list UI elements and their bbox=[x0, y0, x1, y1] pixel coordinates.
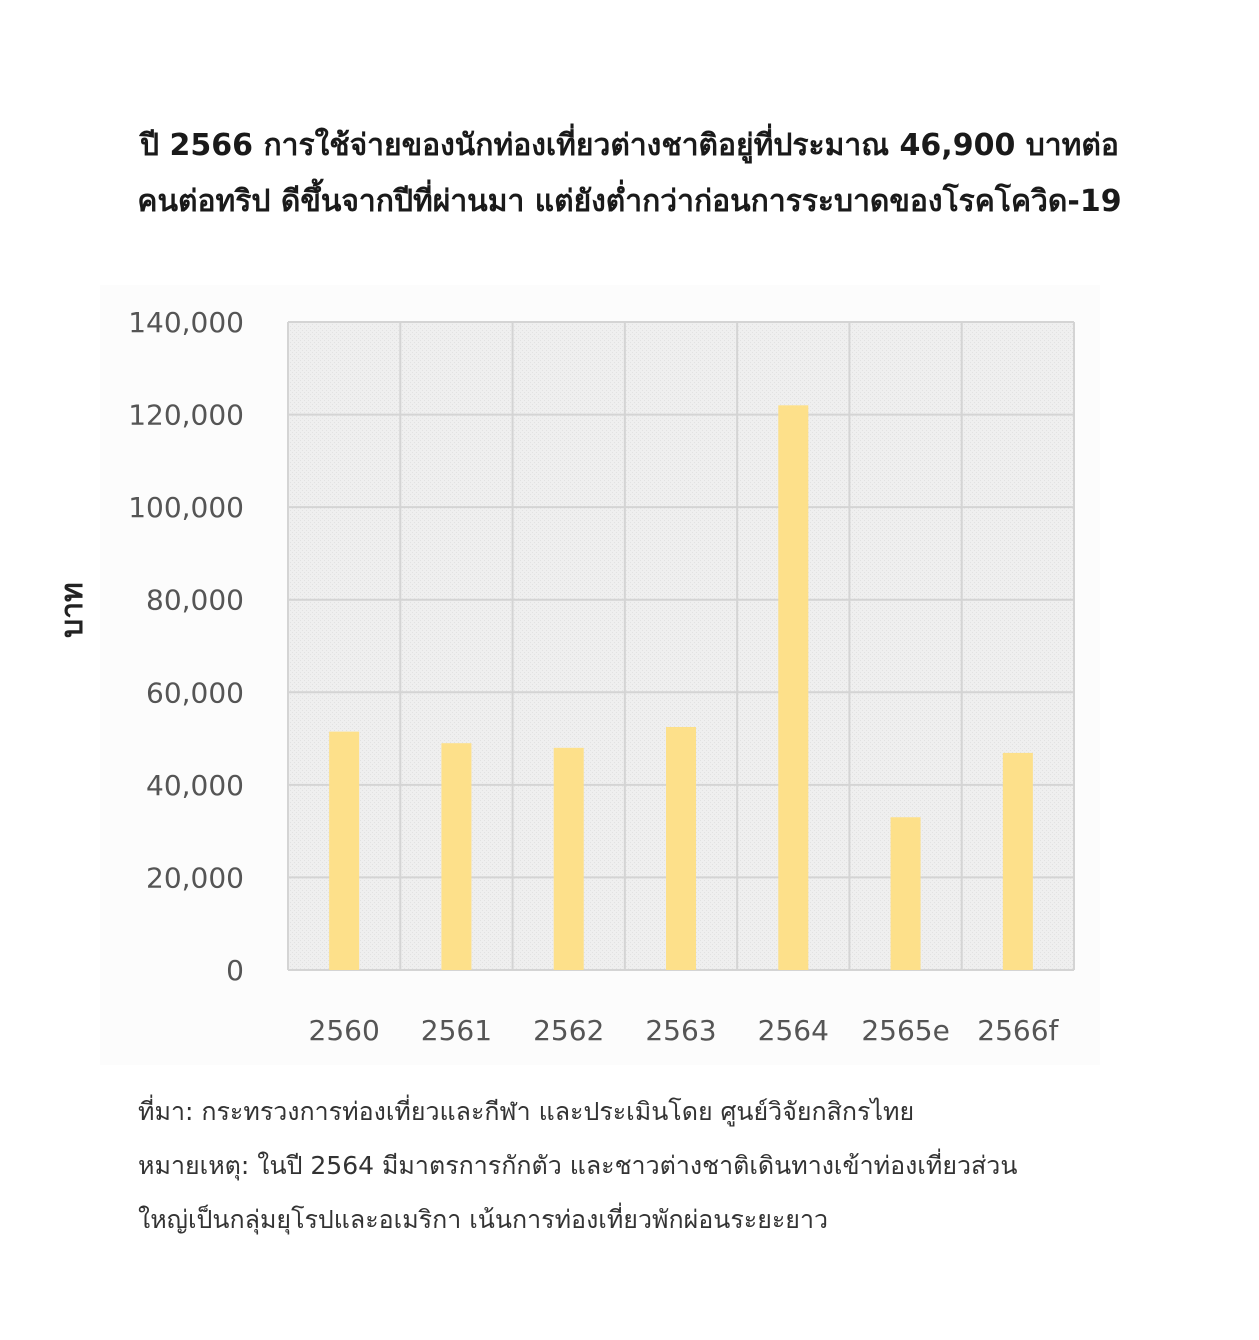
y-axis-label: บาท bbox=[54, 582, 90, 638]
bar-2560 bbox=[329, 732, 359, 970]
x-tick-labels bbox=[309, 1014, 1060, 1047]
chart-notes bbox=[138, 1085, 1138, 1247]
bar-2564 bbox=[778, 405, 808, 970]
remark-note-line-2: ใหญ่เป็นกลุ่มยุโรปและอเมริกา เน้นการท่องเที่ยวพักผ่อนระยะยาว bbox=[138, 1205, 829, 1234]
chart-title-line-2: คนต่อทริป ดีขึ้นจากปีที่ผ่านมา แต่ยังต่ำกว่าก่อนการระบาดของโรคโควิด-19 bbox=[137, 184, 1122, 219]
source-note: ที่มา: กระทรวงการท่องเที่ยวและกีฬา และประเมินโดย ศูนย์วิจัยกสิกรไทย bbox=[138, 1097, 915, 1126]
x-tick-label: 2560 bbox=[308, 1014, 380, 1047]
bar-2561 bbox=[441, 743, 471, 970]
y-tick-label: 80,000 bbox=[146, 583, 244, 617]
remark-note-line-1: หมายเหตุ: ในปี 2564 มีมาตรการกักตัว และชาวต่างชาติเดินทางเข้าท่องเที่ยวส่วน bbox=[138, 1151, 1018, 1180]
bar-2563 bbox=[666, 727, 696, 970]
x-tick-label: 2562 bbox=[533, 1014, 605, 1047]
y-tick-label: 120,000 bbox=[128, 398, 244, 432]
bar-2566f bbox=[1003, 753, 1033, 970]
bar-2565e bbox=[891, 817, 921, 970]
x-tick-label: 2565e bbox=[861, 1014, 950, 1047]
y-tick-label: 20,000 bbox=[146, 861, 244, 895]
bar-2562 bbox=[554, 748, 584, 970]
y-tick-label: 140,000 bbox=[128, 306, 244, 339]
y-tick-label: 60,000 bbox=[146, 676, 244, 710]
chart-title-line-1: ปี 2566 การใช้จ่ายของนักท่องเที่ยวต่างชาติอยู่ที่ประมาณ 46,900 บาทต่อ bbox=[140, 128, 1119, 163]
y-tick-labels bbox=[128, 306, 244, 987]
y-tick-label: 0 bbox=[226, 954, 244, 987]
x-tick-label: 2566f bbox=[977, 1014, 1059, 1047]
x-tick-label: 2564 bbox=[757, 1014, 829, 1047]
y-tick-label: 40,000 bbox=[146, 768, 244, 802]
y-tick-label: 100,000 bbox=[128, 491, 244, 525]
x-tick-label: 2563 bbox=[645, 1014, 717, 1047]
x-tick-label: 2561 bbox=[420, 1014, 493, 1047]
